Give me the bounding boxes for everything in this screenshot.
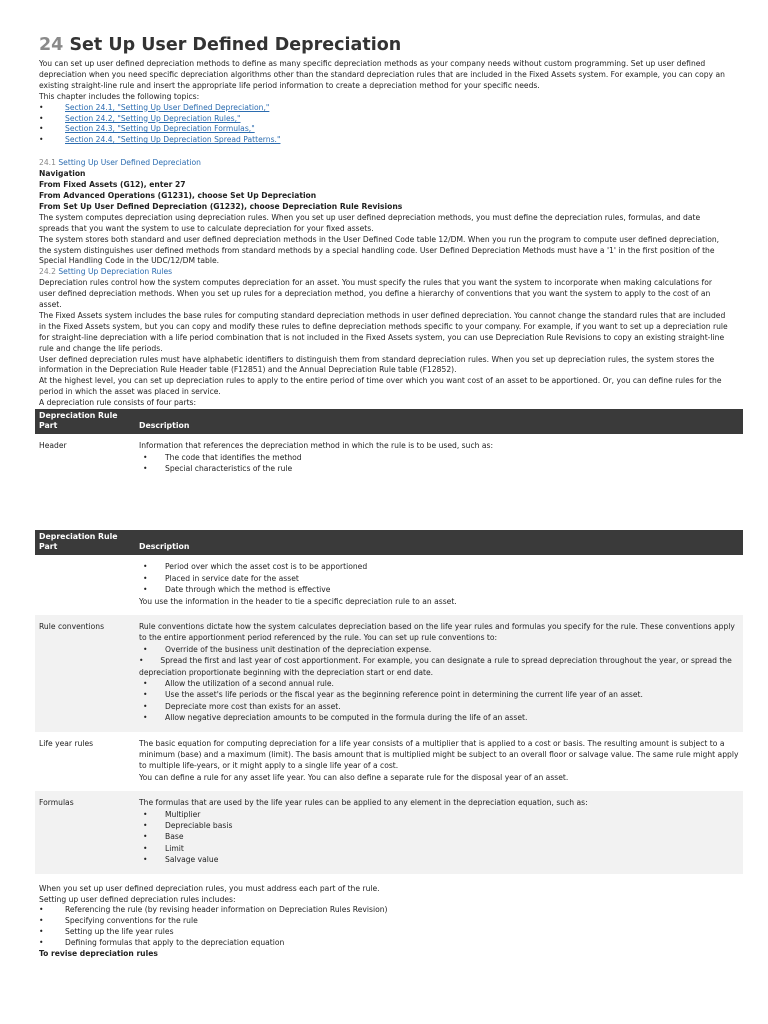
rule-part-cell: Life year rules: [39, 738, 94, 748]
description-cell: [135, 615, 743, 732]
list-item: • Salvage value: [139, 854, 739, 865]
column-header-part: Depreciation Rule Part: [35, 530, 135, 555]
body-paragraph: The system computes depreciation using depreciation rules. When you set up user defined depreciation methods, you must define the depreciation rules, formulas, and date spreads that you want the system to use to calculate depreciation for your fixed assets.: [39, 212, 701, 233]
list-item: • Depreciable basis: [139, 820, 739, 831]
list-item: • Allow negative depreciation amounts to be computed in the formula during the life of an asset.: [139, 712, 739, 723]
table-row: [35, 732, 743, 792]
description-text: The formulas that are used by the life year rules can be applied to any element in the depreciation equation, such as:: [139, 798, 588, 808]
table-row: [35, 434, 743, 482]
chapter-heading: [39, 34, 729, 56]
list-item-text: Spread the first and last year of cost apportionment. For example, you can designate a rule to spread depreciation throughout the year, or spread the depreciation proportionate beginning with the depreciation start or end date.: [139, 656, 732, 677]
topic-link-item[interactable]: [39, 103, 729, 114]
body-paragraph: The Fixed Assets system includes the base rules for computing standard depreciation methods in user defined depreciation. You cannot change the standard rules that are included in the Fixed Assets system, but you can copy and modify these rules to define depreciation methods specific to your company. For example, if you want to set up a depreciation rule for straight-line depreciation with a life period combination that is not included in the Fixed Assets system, you can use Depreciation Rule Revisions to copy an existing straight-line rule and change the life periods.: [39, 310, 728, 353]
description-cell: [135, 434, 743, 482]
bullet-list: [139, 561, 739, 595]
bullet-list: [139, 809, 739, 866]
description-text: You use the information in the header to tie a specific depreciation rule to an asset.: [139, 596, 457, 606]
body-paragraph: At the highest level, you can set up depreciation rules to apply to the entire period of time over which you want cost of an asset to be apportioned. Or, you can define rules for the period in which the asset was placed in service.: [39, 376, 722, 397]
list-item: • Override of the business unit destination of the depreciation expense.: [139, 644, 739, 655]
rule-part-cell: Rule conventions: [35, 615, 135, 732]
table-header-row: [35, 409, 743, 434]
list-item: • The code that identifies the method: [139, 452, 739, 463]
section-heading-24-2: [39, 267, 729, 278]
section-heading-24-1: [39, 158, 729, 169]
column-header-part: Depreciation Rule Part: [35, 409, 135, 434]
list-item: • Period over which the asset cost is to be apportioned: [139, 561, 739, 572]
body-paragraph: A depreciation rule consists of four parts:: [39, 398, 197, 408]
intro-topics-lead: This chapter includes the following topics:: [39, 91, 200, 101]
rule-part-cell: [35, 555, 135, 615]
bullet-list: [139, 644, 739, 655]
navigation-step: From Advanced Operations (G1231), choose Set Up Depreciation: [39, 190, 317, 200]
section-title: Setting Up User Defined Depreciation: [58, 158, 201, 168]
bullet-list: [139, 678, 739, 724]
description-text: The basic equation for computing depreciation for a life year consists of a multiplier that is applied to a cost or basis. The resulting amount is subject to a minimum (base) and a maximum (limit). The basis amount that is multiplied might be subject to an overall floor or salvage value. The same rule might apply to multiple life-years, or it might apply to a single life year of a cost.: [139, 738, 739, 771]
list-item: • Referencing the rule (by revising header information on Depreciation Rules Revision): [39, 905, 729, 916]
navigation-step: From Set Up User Defined Depreciation (G1232), choose Depreciation Rule Revisions: [39, 201, 403, 211]
bullet-list: [139, 452, 739, 475]
body-paragraph: User defined depreciation rules must have alphabetic identifiers to distinguish them from standard depreciation rules. When you set up depreciation rules, the system stores the information in the Depreciation Rule Header table (F12851) and the Annual Depreciation Rule table (F12852).: [39, 354, 715, 375]
list-item: • Base: [139, 831, 739, 842]
list-item: • Limit: [139, 843, 739, 854]
intro-paragraph: You can set up user defined depreciation methods to define as many specific depreciation methods as your company needs without custom programming. Set up user defined depreciation when you need specific depreciation algorithms other than the standard depreciation rules that are included in the Fixed Assets system. For example, you can copy an existing straight-line rule and insert the appropriate life period information to create a depreciation method for your specific needs.: [39, 59, 725, 90]
topic-link-item[interactable]: [39, 135, 729, 146]
table-row: [35, 615, 743, 732]
topic-link[interactable]: Section 24.2, "Setting Up Depreciation Rules,": [65, 113, 241, 123]
description-text: Rule conventions dictate how the system calculates depreciation based on the life year rules and formulas you specify for the rule. These conventions apply to the entire apportionment period referenced by the rule. You can set up rule conventions to:: [139, 621, 735, 643]
list-item: • Setting up the life year rules: [39, 927, 729, 938]
topic-link-item[interactable]: [39, 124, 729, 135]
procedure-heading: To revise depreciation rules: [39, 949, 158, 959]
table-row: [35, 791, 743, 873]
table-header-row: [35, 530, 743, 555]
list-item: • Placed in service date for the asset: [139, 573, 739, 584]
list-item: • Multiplier: [139, 809, 739, 820]
body-paragraph: Depreciation rules control how the system computes depreciation for an asset. You must specify the rules that you want the system to incorporate when making calculations for user defined depreciation methods. When you set up rules for a depreciation method, you define a hierarchy of conventions that you want the system to apply to the cost of an asset.: [39, 278, 712, 310]
navigation-step: From Fixed Assets (G12), enter 27: [39, 180, 186, 190]
topic-link[interactable]: Section 24.1, "Setting Up User Defined Depreciation,": [65, 102, 270, 112]
column-header-description: Description: [135, 530, 743, 555]
rule-part-cell: Formulas: [35, 791, 135, 873]
document-content: [39, 34, 739, 960]
topics-list: [39, 103, 729, 147]
topic-link[interactable]: Section 24.4, "Setting Up Depreciation Spread Patterns.": [65, 135, 281, 145]
body-paragraph: When you set up user defined depreciation rules, you must address each part of the rule.: [39, 883, 380, 893]
description-text: Information that references the depreciation method in which the rule is to be used, such as:: [139, 441, 494, 451]
topic-link[interactable]: Section 24.3, "Setting Up Depreciation Formulas,": [65, 124, 255, 134]
description-cell: [135, 732, 743, 792]
section-title: Setting Up Depreciation Rules: [58, 267, 173, 277]
description-cell: [135, 791, 743, 873]
column-header-description: Description: [135, 409, 743, 434]
chapter-title: Set Up User Defined Depreciation: [69, 35, 402, 55]
list-item: • Depreciate more cost than exists for an asset.: [139, 701, 739, 712]
list-item: • Specifying conventions for the rule: [39, 916, 729, 927]
list-item: • Use the asset's life periods or the fiscal year as the beginning reference point in determining the current life year of an asset.: [139, 689, 739, 700]
topic-link-item[interactable]: [39, 114, 729, 125]
bullet-list: [39, 905, 729, 949]
list-item: • Date through which the method is effective: [139, 584, 739, 595]
rule-parts-table-continued: [35, 530, 743, 873]
list-item: • Allow the utilization of a second annual rule.: [139, 678, 739, 689]
body-paragraph: Setting up user defined depreciation rules includes:: [39, 894, 236, 904]
description-cell: [135, 555, 743, 615]
section-number: 24.2: [39, 267, 56, 277]
list-item-wrapped: • Spread the first and last year of cost apportionment. For example, you can designate a rule to spread depreciation throughout the year, or spread the depreciation proportionate beginning with the depreciation start or end date.: [139, 656, 732, 677]
rule-parts-table: [35, 409, 743, 482]
body-paragraph: The system stores both standard and user defined depreciation methods in the User Defined Code table 12/DM. When you run the program to compute user defined depreciation, the system distinguishes user defined methods from standard methods by a special handling code. User Defined Depreciation Methods must have a '1' in the first position of the Special Handling Code in the UDC/12/DM table.: [39, 234, 720, 266]
list-item: • Defining formulas that apply to the depreciation equation: [39, 938, 729, 949]
list-item: • Special characteristics of the rule: [139, 463, 739, 474]
rule-part-cell: Header: [39, 441, 67, 451]
description-text: You can define a rule for any asset life year. You can also define a separate rule for the disposal year of an asset.: [139, 772, 569, 782]
navigation-label: Navigation: [39, 169, 86, 179]
table-row: [35, 555, 743, 615]
chapter-number: 24: [39, 35, 64, 55]
section-number: 24.1: [39, 158, 56, 168]
